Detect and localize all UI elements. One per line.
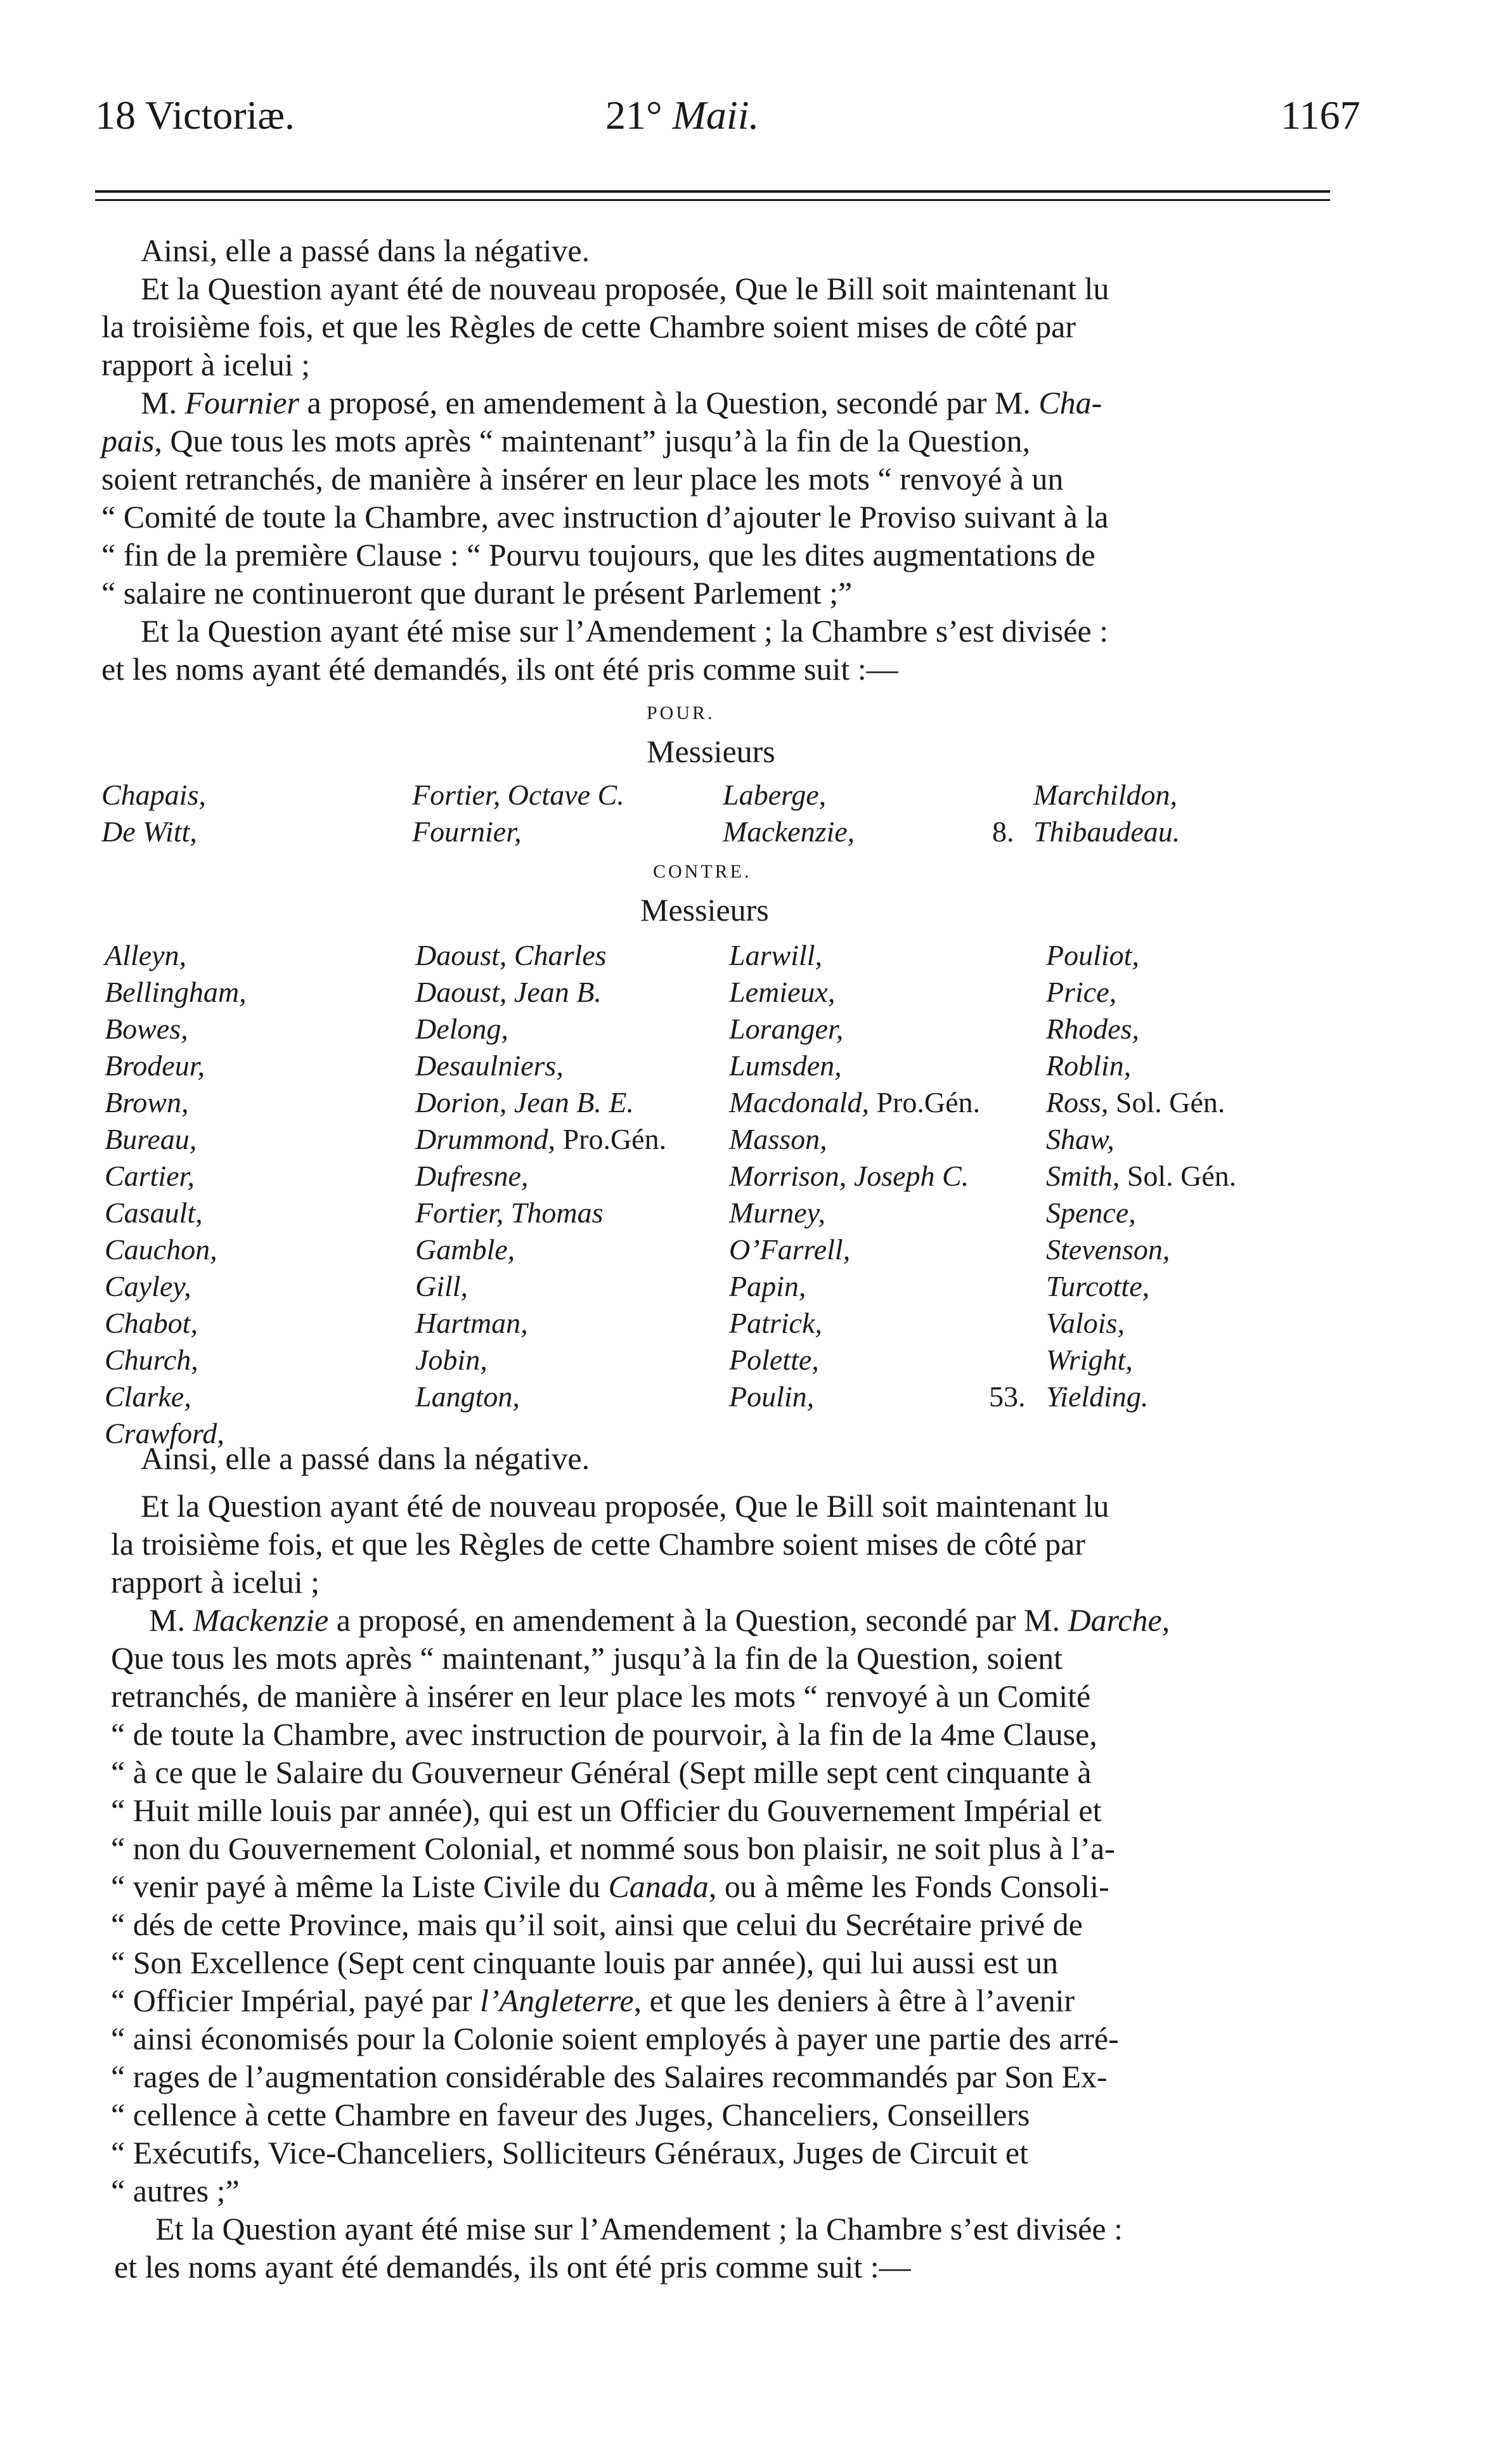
member-name: Macdonald, [729, 1086, 870, 1118]
text-line: soient retranchés, de manière à insérer en leur place les mots “ renvoyé à un [101, 461, 1064, 496]
member-name: Fortier, Thomas [415, 1196, 604, 1229]
contre-column-3 [729, 937, 980, 1415]
member-name: Papin, [729, 1270, 806, 1302]
member-name: Fournier [184, 385, 300, 420]
member-name: Stevenson, [1046, 1233, 1170, 1266]
text-line: “ ainsi économisés pour la Colonie soient employés à payer une partie des arré- [111, 2021, 1119, 2056]
text-line: “ cellence à cette Chambre en faveur des Juges, Chanceliers, Conseillers [111, 2097, 1030, 2132]
member-name: Thibaudeau. [1033, 815, 1180, 848]
member-name: Turcotte, [1046, 1270, 1150, 1302]
member-name: Drummond, [415, 1123, 556, 1155]
member-name: Polette, [729, 1344, 819, 1376]
pour-column-4 [1033, 777, 1180, 850]
member-name: Fortier, Octave C. [412, 779, 624, 811]
member-name: Cartier, [105, 1160, 195, 1192]
member-name: Langton, [415, 1380, 520, 1413]
messieurs-label: Messieurs [647, 734, 775, 769]
text-line: M. Fournier a proposé, en amendement à la Question, secondé par M. Cha- [141, 385, 1102, 420]
member-name: Brown, [105, 1086, 189, 1118]
member-name: Masson, [729, 1123, 827, 1155]
member-name: Valois, [1046, 1307, 1125, 1339]
pour-column-1 [101, 777, 206, 850]
member-name: Lemieux, [729, 976, 836, 1008]
member-name: Gamble, [415, 1233, 515, 1266]
member-title: Sol. Gén. [1127, 1160, 1237, 1192]
member-name: Desaulniers, [415, 1049, 564, 1082]
header-rule-bottom [95, 199, 1330, 201]
member-name: Murney, [729, 1196, 826, 1229]
member-name: Cauchon, [105, 1233, 217, 1266]
running-head-date [605, 95, 759, 136]
member-name: Lumsden, [729, 1049, 842, 1082]
text-line: “ non du Gouvernement Colonial, et nommé sous bon plaisir, ne soit plus à l’a- [111, 1831, 1115, 1866]
member-name: Fournier, [412, 815, 522, 848]
text-line: “ de toute la Chambre, avec instruction de pourvoir, à la fin de la 4me Clause, [111, 1716, 1097, 1752]
member-name: Cha- [1038, 385, 1102, 420]
place-name: l’Angleterre [480, 1983, 634, 2018]
text-line: “ salaire ne continueront que durant le présent Parlement ;” [101, 575, 853, 611]
text-line: “ Huit mille louis par année), qui est un Officier du Gouvernement Impérial et [111, 1793, 1102, 1828]
date-day: 21° [605, 93, 662, 138]
member-name: Chapais, [101, 779, 206, 811]
text-line: “ à ce que le Salaire du Gouverneur Général (Sept mille sept cent cinquante à [111, 1754, 1092, 1790]
contre-count: 53. [989, 1380, 1026, 1413]
running-head-left: 18 Victoriæ. [95, 93, 295, 138]
member-entry [729, 1084, 980, 1121]
member-name: Morrison, Joseph C. [729, 1160, 969, 1192]
member-title: Pro.Gén. [562, 1123, 667, 1155]
member-name: Pouliot, [1046, 939, 1139, 971]
member-name: Shaw, [1046, 1123, 1115, 1155]
text-line: rapport à icelui ; [111, 1564, 320, 1600]
member-name: Casault, [105, 1196, 203, 1229]
vote-contre-label: CONTRE. [653, 861, 752, 882]
member-name: Clarke, [105, 1380, 191, 1413]
text-line: “ Comité de toute la Chambre, avec instruction d’ajouter le Proviso suivant à la [101, 499, 1109, 535]
text-line: Et la Question ayant été mise sur l’Amendement ; la Chambre s’est divisée : [141, 613, 1108, 649]
vote-pour-label: POUR. [647, 703, 715, 723]
member-name: Crawford, [105, 1417, 224, 1449]
member-name: Larwill, [729, 939, 823, 971]
member-name: Yielding. [1046, 1380, 1149, 1413]
member-name: Bowes, [105, 1013, 188, 1045]
member-entry [415, 1121, 666, 1158]
member-name: Brodeur, [105, 1049, 205, 1082]
member-name: Delong, [415, 1013, 508, 1045]
page-number: 1167 [1281, 93, 1360, 138]
contre-column-2 [415, 937, 666, 1415]
text-line: rapport à icelui ; [101, 347, 311, 382]
member-name: Bureau, [105, 1123, 197, 1155]
text-line: “ autres ;” [111, 2173, 240, 2208]
text-line: “ fin de la première Clause : “ Pourvu toujours, que les dites augmentations de [101, 537, 1095, 573]
member-name: Wright, [1046, 1344, 1133, 1376]
text-line: “ Officier Impérial, payé par l’Angleterre, et que les deniers à être à l’avenir [111, 1983, 1075, 2018]
text-line: Que tous les mots après “ maintenant,” jusqu’à la fin de la Question, soient [111, 1640, 1063, 1676]
member-name: Mackenzie [193, 1602, 329, 1638]
pour-count: 8. [992, 815, 1014, 848]
member-name: Cayley, [105, 1270, 191, 1302]
member-name: Poulin, [729, 1380, 815, 1413]
text-line: pais, Que tous les mots après “ maintenant” jusqu’à la fin de la Question, [101, 423, 1030, 458]
member-name: Roblin, [1046, 1049, 1132, 1082]
text-line: “ venir payé à même la Liste Civile du Canada, ou à même les Fonds Consoli- [111, 1869, 1109, 1904]
text-line: “ rages de l’augmentation considérable des Salaires recommandés par Son Ex- [111, 2059, 1108, 2094]
pour-column-2 [412, 777, 624, 850]
member-name: Daoust, Charles [415, 939, 607, 971]
member-name: Price, [1046, 976, 1117, 1008]
member-title: Pro.Gén. [876, 1086, 981, 1118]
messieurs-label: Messieurs [640, 892, 769, 928]
text-line: “ dés de cette Province, mais qu’il soit, ainsi que celui du Secrétaire privé de [111, 1907, 1083, 1942]
member-name: pais [101, 423, 155, 458]
member-name: Smith, [1046, 1160, 1120, 1192]
text-line: et les noms ayant été demandés, ils ont été pris comme suit :— [114, 2249, 911, 2285]
member-name: Laberge, [723, 779, 827, 811]
member-name: Rhodes, [1046, 1013, 1139, 1045]
member-name: Spence, [1046, 1196, 1136, 1229]
text-line: et les noms ayant été demandés, ils ont été pris comme suit :— [101, 651, 898, 687]
text-line: Et la Question ayant été de nouveau proposée, Que le Bill soit maintenant lu [141, 271, 1109, 306]
member-entry [1046, 1084, 1236, 1121]
member-name: Church, [105, 1344, 198, 1376]
member-name: Darche, [1068, 1602, 1170, 1638]
contre-column-4 [1046, 937, 1236, 1415]
member-name: Marchildon, [1033, 779, 1177, 811]
text-line: “ Exécutifs, Vice-Chanceliers, Solliciteurs Généraux, Juges de Circuit et [111, 2135, 1028, 2170]
member-name: Ross, [1046, 1086, 1109, 1118]
member-name: Bellingham, [105, 976, 247, 1008]
member-name: Daoust, Jean B. [415, 976, 602, 1008]
member-name: Jobin, [415, 1344, 488, 1376]
member-name: Loranger, [729, 1013, 844, 1045]
member-entry [1046, 1158, 1236, 1195]
member-name: De Witt, [101, 815, 197, 848]
text-line: Et la Question ayant été de nouveau proposée, Que le Bill soit maintenant lu [141, 1488, 1109, 1524]
text-line: Ainsi, elle a passé dans la négative. [141, 233, 590, 268]
member-title: Sol. Gén. [1115, 1086, 1225, 1118]
pour-column-3 [723, 777, 855, 850]
member-name: Chabot, [105, 1307, 198, 1339]
header-rule-top [95, 190, 1330, 193]
text-line: “ Son Excellence (Sept cent cinquante louis par année), qui lui aussi est un [111, 1945, 1058, 1980]
text-line: la troisième fois, et que les Règles de cette Chambre soient mises de côté par [111, 1526, 1086, 1562]
member-name: Dorion, Jean B. E. [415, 1086, 634, 1118]
member-name: Alleyn, [105, 939, 186, 971]
member-name: Gill, [415, 1270, 468, 1302]
contre-column-1 [105, 937, 247, 1452]
member-name: Dufresne, [415, 1160, 529, 1192]
date-month: Maii. [672, 93, 759, 138]
text-line: retranchés, de manière à insérer en leur place les mots “ renvoyé à un Comité [111, 1678, 1091, 1714]
text-line: la troisième fois, et que les Règles de cette Chambre soient mises de côté par [101, 309, 1076, 344]
member-name: Patrick, [729, 1307, 822, 1339]
place-name: Canada [608, 1869, 709, 1904]
member-name: Mackenzie, [723, 815, 855, 848]
member-name: O’Farrell, [729, 1233, 851, 1266]
member-name: Hartman, [415, 1307, 528, 1339]
text-line: Et la Question ayant été mise sur l’Amendement ; la Chambre s’est divisée : [155, 2211, 1123, 2246]
text-line: Ainsi, elle a passé dans la négative. [141, 1441, 590, 1476]
text-line: M. Mackenzie a proposé, en amendement à la Question, secondé par M. Darche, [149, 1602, 1170, 1638]
